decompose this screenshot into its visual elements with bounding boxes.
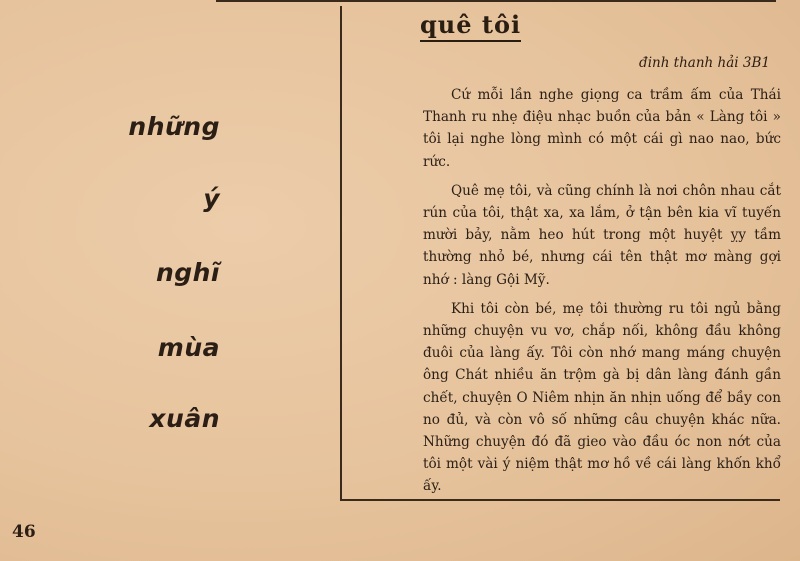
side-title-word-1: những [128,112,220,141]
article-paragraph: Cứ mỗi lần nghe giọng ca trầm ấm của Thái Thanh ru nhẹ điệu nhạc buồn của bản « Làng tôi » tôi lại nghe lòng mình có một cái gì nao nao, bức rức. [423,87,781,170]
article-title: quê tôi [420,10,521,42]
page-number: 46 [12,522,36,542]
side-title-word-4: mùa [157,333,220,362]
article-paragraph: Khi tôi còn bé, mẹ tôi thường ru tôi ngủ bằng những chuyện vu vơ, chắp nối, không đầu không đuôi của làng ấy. Tôi còn nhớ mang máng chuyện ông Chát nhiều ăn trộm gà bị dân làng đánh gần chết, chuyện O Niêm nhịn ăn nhịn uống để bầy con no đủ, và còn vô số những câu chuyện khác nữa. Những chuyện đó đã gieo vào đầu óc non nớt của tôi một vài ý niệm thật mơ hồ về cái làng khốn khổ ấy. [423,300,781,495]
top-rule [216,0,776,2]
side-title-word-2: ý [203,184,220,213]
article-author: đinh thanh hải 3B1 [639,55,770,71]
article-paragraph: Quê mẹ tôi, và cũng chính là nơi chôn nhau cắt rún của tôi, thật xa, xa lắm, ở tận bên kia vĩ tuyến mười bảy, nằm heo hút trong một huyệt ỵy tầm thường nhỏ bé, nhưng cái tên thật mơ màng gợi nhớ : làng Gội Mỹ. [423,182,781,288]
side-title-word-5: xuân [149,404,220,433]
side-title-word-3: nghĩ [155,258,220,287]
article-body [423,84,781,505]
